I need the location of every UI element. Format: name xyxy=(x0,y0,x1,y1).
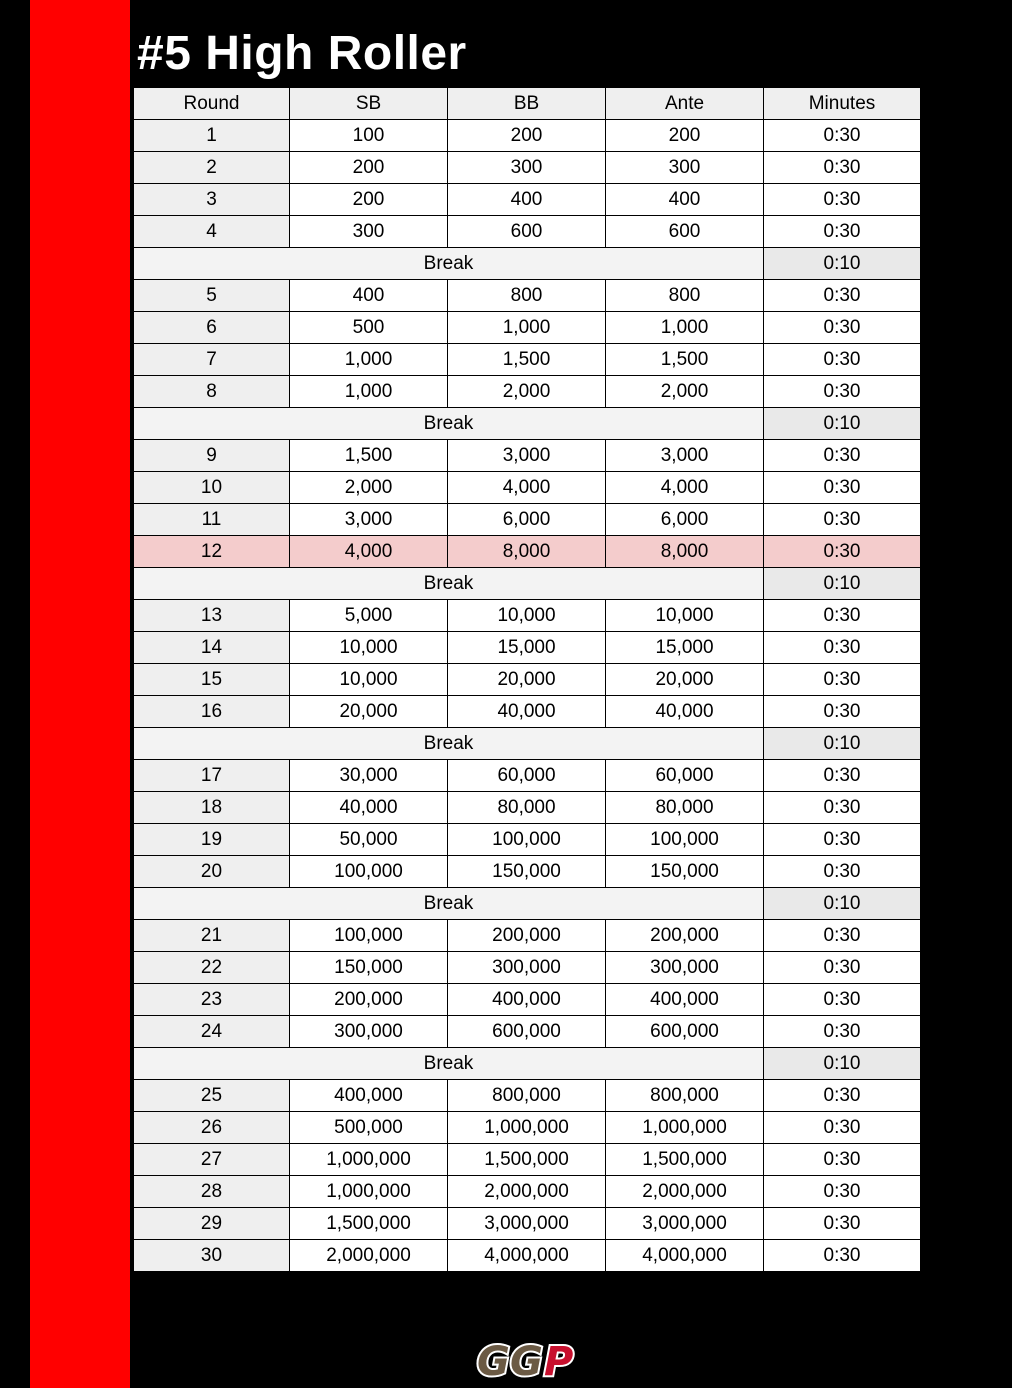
ante-cell: 100,000 xyxy=(606,824,764,856)
bb-cell: 1,000 xyxy=(448,312,606,344)
sb-cell: 2,000,000 xyxy=(290,1240,448,1272)
ante-cell: 300 xyxy=(606,152,764,184)
table-row xyxy=(134,344,921,376)
sb-cell: 1,000,000 xyxy=(290,1176,448,1208)
minutes-cell: 0:30 xyxy=(764,376,921,408)
table-row xyxy=(134,1112,921,1144)
sb-cell: 40,000 xyxy=(290,792,448,824)
round-cell: 26 xyxy=(134,1112,290,1144)
round-cell: 6 xyxy=(134,312,290,344)
minutes-cell: 0:10 xyxy=(764,888,921,920)
sb-cell: 300,000 xyxy=(290,1016,448,1048)
sb-cell: 1,000 xyxy=(290,376,448,408)
bb-cell: 20,000 xyxy=(448,664,606,696)
table-row xyxy=(134,1144,921,1176)
minutes-cell: 0:30 xyxy=(764,632,921,664)
sb-cell: 3,000 xyxy=(290,504,448,536)
round-cell: 21 xyxy=(134,920,290,952)
bb-cell: 1,000,000 xyxy=(448,1112,606,1144)
sb-cell: 400 xyxy=(290,280,448,312)
break-row xyxy=(134,888,921,920)
sb-cell: 20,000 xyxy=(290,696,448,728)
minutes-cell: 0:30 xyxy=(764,760,921,792)
minutes-cell: 0:30 xyxy=(764,824,921,856)
round-cell: 28 xyxy=(134,1176,290,1208)
table-row xyxy=(134,184,921,216)
minutes-cell: 0:10 xyxy=(764,248,921,280)
minutes-cell: 0:10 xyxy=(764,728,921,760)
ante-cell: 200,000 xyxy=(606,920,764,952)
table-row xyxy=(134,1080,921,1112)
header-ante: Ante xyxy=(606,88,764,120)
ante-cell: 2,000 xyxy=(606,376,764,408)
bb-cell: 1,500 xyxy=(448,344,606,376)
break-label: Break xyxy=(134,248,764,280)
minutes-cell: 0:30 xyxy=(764,664,921,696)
ante-cell: 8,000 xyxy=(606,536,764,568)
break-row xyxy=(134,248,921,280)
minutes-cell: 0:30 xyxy=(764,184,921,216)
sb-cell: 10,000 xyxy=(290,664,448,696)
ante-cell: 600,000 xyxy=(606,1016,764,1048)
minutes-cell: 0:30 xyxy=(764,952,921,984)
table-header-row xyxy=(134,88,921,120)
bb-cell: 6,000 xyxy=(448,504,606,536)
ante-cell: 1,000 xyxy=(606,312,764,344)
minutes-cell: 0:30 xyxy=(764,856,921,888)
svg-text:G: G xyxy=(477,1339,510,1382)
round-cell: 1 xyxy=(134,120,290,152)
sb-cell: 200,000 xyxy=(290,984,448,1016)
round-cell: 4 xyxy=(134,216,290,248)
minutes-cell: 0:30 xyxy=(764,1144,921,1176)
table-row xyxy=(134,792,921,824)
table-row xyxy=(134,664,921,696)
minutes-cell: 0:10 xyxy=(764,408,921,440)
ante-cell: 15,000 xyxy=(606,632,764,664)
round-cell: 22 xyxy=(134,952,290,984)
sb-cell: 50,000 xyxy=(290,824,448,856)
table-row xyxy=(134,312,921,344)
table-row xyxy=(134,952,921,984)
ggp-logo-icon xyxy=(476,1334,586,1382)
table-row xyxy=(134,1176,921,1208)
round-cell: 16 xyxy=(134,696,290,728)
bb-cell: 4,000 xyxy=(448,472,606,504)
round-cell: 11 xyxy=(134,504,290,536)
sb-cell: 500 xyxy=(290,312,448,344)
break-row xyxy=(134,1048,921,1080)
ante-cell: 1,000,000 xyxy=(606,1112,764,1144)
minutes-cell: 0:10 xyxy=(764,568,921,600)
table-row xyxy=(134,856,921,888)
minutes-cell: 0:30 xyxy=(764,120,921,152)
minutes-cell: 0:30 xyxy=(764,536,921,568)
table-row xyxy=(134,280,921,312)
ante-cell: 10,000 xyxy=(606,600,764,632)
round-cell: 25 xyxy=(134,1080,290,1112)
table-row xyxy=(134,376,921,408)
bb-cell: 10,000 xyxy=(448,600,606,632)
ante-cell: 40,000 xyxy=(606,696,764,728)
bb-cell: 400,000 xyxy=(448,984,606,1016)
ante-cell: 600 xyxy=(606,216,764,248)
sb-cell: 30,000 xyxy=(290,760,448,792)
ante-cell: 200 xyxy=(606,120,764,152)
table-row xyxy=(134,440,921,472)
page-title: #5 High Roller xyxy=(137,27,467,80)
round-cell: 10 xyxy=(134,472,290,504)
table-row xyxy=(134,472,921,504)
bb-cell: 80,000 xyxy=(448,792,606,824)
sb-cell: 100,000 xyxy=(290,920,448,952)
round-cell: 30 xyxy=(134,1240,290,1272)
break-row xyxy=(134,568,921,600)
table-row xyxy=(134,152,921,184)
minutes-cell: 0:30 xyxy=(764,792,921,824)
break-label: Break xyxy=(134,568,764,600)
bb-cell: 3,000,000 xyxy=(448,1208,606,1240)
svg-text:P: P xyxy=(544,1339,574,1382)
sb-cell: 1,500 xyxy=(290,440,448,472)
ante-cell: 4,000,000 xyxy=(606,1240,764,1272)
ante-cell: 400,000 xyxy=(606,984,764,1016)
round-cell: 18 xyxy=(134,792,290,824)
table-row xyxy=(134,1208,921,1240)
minutes-cell: 0:30 xyxy=(764,440,921,472)
ante-cell: 1,500,000 xyxy=(606,1144,764,1176)
ante-cell: 2,000,000 xyxy=(606,1176,764,1208)
minutes-cell: 0:30 xyxy=(764,920,921,952)
bb-cell: 200 xyxy=(448,120,606,152)
minutes-cell: 0:30 xyxy=(764,1112,921,1144)
round-cell: 23 xyxy=(134,984,290,1016)
minutes-cell: 0:30 xyxy=(764,280,921,312)
ante-cell: 300,000 xyxy=(606,952,764,984)
table-body xyxy=(134,120,921,1272)
ante-cell: 800 xyxy=(606,280,764,312)
round-cell: 3 xyxy=(134,184,290,216)
bb-cell: 100,000 xyxy=(448,824,606,856)
minutes-cell: 0:30 xyxy=(764,312,921,344)
table-row xyxy=(134,984,921,1016)
bb-cell: 200,000 xyxy=(448,920,606,952)
ante-cell: 6,000 xyxy=(606,504,764,536)
table-row xyxy=(134,504,921,536)
red-accent-stripe xyxy=(30,0,130,1388)
sb-cell: 10,000 xyxy=(290,632,448,664)
sb-cell: 400,000 xyxy=(290,1080,448,1112)
round-cell: 8 xyxy=(134,376,290,408)
svg-text:G: G xyxy=(510,1339,543,1382)
break-label: Break xyxy=(134,728,764,760)
bb-cell: 15,000 xyxy=(448,632,606,664)
sb-cell: 100,000 xyxy=(290,856,448,888)
minutes-cell: 0:30 xyxy=(764,472,921,504)
break-label: Break xyxy=(134,1048,764,1080)
round-cell: 20 xyxy=(134,856,290,888)
sb-cell: 2,000 xyxy=(290,472,448,504)
sb-cell: 500,000 xyxy=(290,1112,448,1144)
ante-cell: 80,000 xyxy=(606,792,764,824)
round-cell: 17 xyxy=(134,760,290,792)
table-row-highlighted xyxy=(134,536,921,568)
table-row xyxy=(134,1016,921,1048)
bb-cell: 150,000 xyxy=(448,856,606,888)
round-cell: 7 xyxy=(134,344,290,376)
minutes-cell: 0:30 xyxy=(764,1176,921,1208)
bb-cell: 400 xyxy=(448,184,606,216)
round-cell: 12 xyxy=(134,536,290,568)
sb-cell: 1,000,000 xyxy=(290,1144,448,1176)
sb-cell: 100 xyxy=(290,120,448,152)
round-cell: 19 xyxy=(134,824,290,856)
minutes-cell: 0:30 xyxy=(764,984,921,1016)
bb-cell: 3,000 xyxy=(448,440,606,472)
header-bb: BB xyxy=(448,88,606,120)
table-row xyxy=(134,760,921,792)
ante-cell: 1,500 xyxy=(606,344,764,376)
sb-cell: 4,000 xyxy=(290,536,448,568)
bb-cell: 40,000 xyxy=(448,696,606,728)
bb-cell: 300 xyxy=(448,152,606,184)
ante-cell: 3,000,000 xyxy=(606,1208,764,1240)
break-row xyxy=(134,408,921,440)
minutes-cell: 0:30 xyxy=(764,344,921,376)
ante-cell: 4,000 xyxy=(606,472,764,504)
sb-cell: 300 xyxy=(290,216,448,248)
sb-cell: 1,500,000 xyxy=(290,1208,448,1240)
header-minutes: Minutes xyxy=(764,88,921,120)
ante-cell: 800,000 xyxy=(606,1080,764,1112)
table-row xyxy=(134,824,921,856)
round-cell: 29 xyxy=(134,1208,290,1240)
bb-cell: 800 xyxy=(448,280,606,312)
table-row xyxy=(134,600,921,632)
round-cell: 15 xyxy=(134,664,290,696)
bb-cell: 8,000 xyxy=(448,536,606,568)
blind-structure-table xyxy=(133,87,921,1272)
bb-cell: 800,000 xyxy=(448,1080,606,1112)
bb-cell: 600 xyxy=(448,216,606,248)
table-row xyxy=(134,120,921,152)
table-row xyxy=(134,632,921,664)
table-row xyxy=(134,696,921,728)
ante-cell: 150,000 xyxy=(606,856,764,888)
minutes-cell: 0:30 xyxy=(764,1016,921,1048)
minutes-cell: 0:30 xyxy=(764,216,921,248)
ante-cell: 400 xyxy=(606,184,764,216)
ante-cell: 20,000 xyxy=(606,664,764,696)
minutes-cell: 0:30 xyxy=(764,1080,921,1112)
break-label: Break xyxy=(134,408,764,440)
sb-cell: 200 xyxy=(290,152,448,184)
bb-cell: 60,000 xyxy=(448,760,606,792)
bb-cell: 1,500,000 xyxy=(448,1144,606,1176)
sb-cell: 5,000 xyxy=(290,600,448,632)
minutes-cell: 0:30 xyxy=(764,1240,921,1272)
round-cell: 13 xyxy=(134,600,290,632)
ante-cell: 60,000 xyxy=(606,760,764,792)
bb-cell: 4,000,000 xyxy=(448,1240,606,1272)
round-cell: 27 xyxy=(134,1144,290,1176)
minutes-cell: 0:30 xyxy=(764,152,921,184)
round-cell: 2 xyxy=(134,152,290,184)
bb-cell: 2,000,000 xyxy=(448,1176,606,1208)
minutes-cell: 0:30 xyxy=(764,504,921,536)
table-row xyxy=(134,920,921,952)
minutes-cell: 0:30 xyxy=(764,600,921,632)
sb-cell: 200 xyxy=(290,184,448,216)
sb-cell: 150,000 xyxy=(290,952,448,984)
bb-cell: 2,000 xyxy=(448,376,606,408)
break-label: Break xyxy=(134,888,764,920)
minutes-cell: 0:30 xyxy=(764,696,921,728)
table-row xyxy=(134,1240,921,1272)
break-row xyxy=(134,728,921,760)
minutes-cell: 0:30 xyxy=(764,1208,921,1240)
round-cell: 24 xyxy=(134,1016,290,1048)
header-round: Round xyxy=(134,88,290,120)
bb-cell: 300,000 xyxy=(448,952,606,984)
sb-cell: 1,000 xyxy=(290,344,448,376)
table-row xyxy=(134,216,921,248)
ante-cell: 3,000 xyxy=(606,440,764,472)
header-sb: SB xyxy=(290,88,448,120)
round-cell: 9 xyxy=(134,440,290,472)
bb-cell: 600,000 xyxy=(448,1016,606,1048)
minutes-cell: 0:10 xyxy=(764,1048,921,1080)
round-cell: 14 xyxy=(134,632,290,664)
round-cell: 5 xyxy=(134,280,290,312)
